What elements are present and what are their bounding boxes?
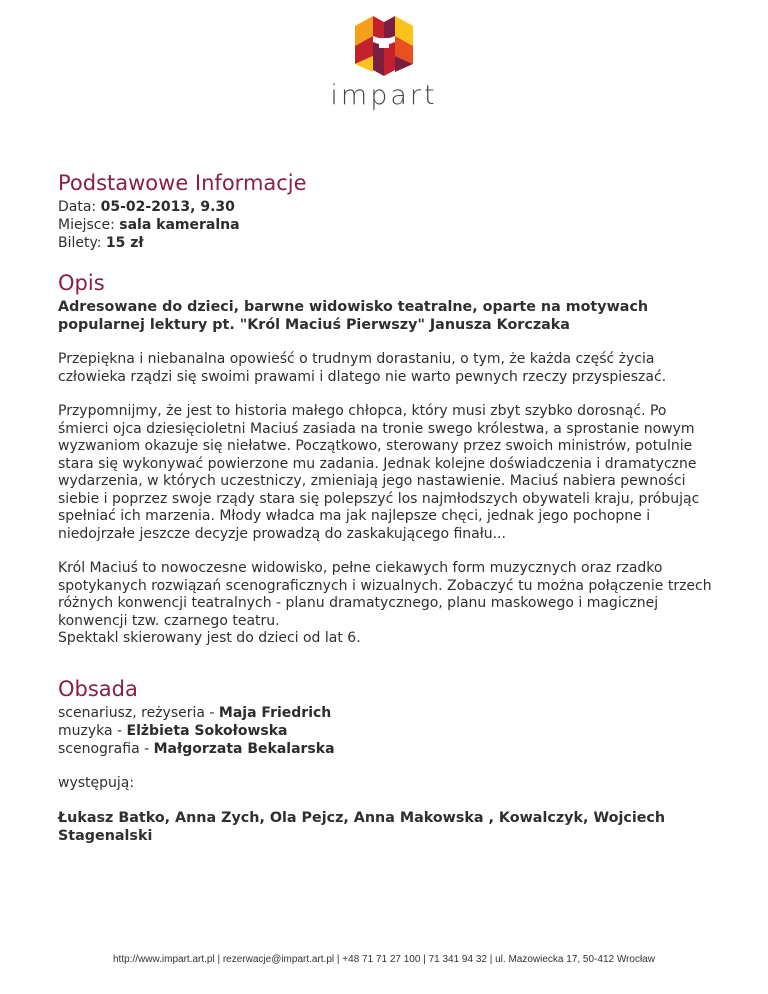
- place-row: [58, 216, 718, 234]
- impart-logo: [0, 12, 768, 111]
- date-label: Data:: [58, 199, 101, 215]
- info-heading: Podstawowe Informacje: [58, 171, 307, 195]
- section-obsada: [58, 676, 718, 846]
- credit-row-director: [58, 704, 718, 722]
- opis-paragraph-1: Przepiękna i niebanalna opowieść o trudnym dorastaniu, o tym, że każda część życia człowieka rządzi się swoimi prawami i dlatego nie warto pewnych rzeczy przyspieszać.: [58, 351, 667, 385]
- opis-lead: Adresowane do dzieci, barwne widowisko teatralne, oparte na motywach popularnej lektury pt. "Król Maciuś Pierwszy" Janusza Korczaka: [58, 299, 649, 333]
- opis-paragraph-2: Przypomnijmy, że jest to historia małego chłopca, który musi zbyt szybko dorosnąć. Po śmierci ojca dziesięcioletni Maciuś zasiada na tronie swego królestwa, a sprostanie nowym wyzwaniom okazuje się niełatwe. Początkowo, sterowany przez swoich ministrów, potulnie stara się wykonywać powierzone mu zadania. Jednak kolejne doświadczenia i dramatyczne wydarzenia, w których uczestniczy, zmieniają jego nastawienie. Maciuś nabiera pewności siebie i poprzez swoje rządy stara się polepszyć los najmłodszych obywateli kraju, próbując spełniać ich marzenia. Młody władca ma jak najlepsze chęci, jednak jego pochopne i niedojrzałe jeszcze decyzje prowadzą do zaskakującego finału...: [58, 403, 700, 542]
- credit-value: Elżbieta Sokołowska: [126, 722, 288, 739]
- place-label: Miejsce:: [58, 217, 120, 233]
- place-value: sala kameralna: [119, 217, 240, 233]
- credit-value: Maja Friedrich: [218, 704, 332, 721]
- opis-paragraph-3: Król Maciuś to nowoczesne widowisko, pełne ciekawych form muzycznych oraz rzadko spotykanych rozwiązań scenograficznych i wizualnych. Zobaczyć tu można połączenie trzech różnych konwencji teatralnych - planu dramatycznego, planu maskowego i magicznej konwencji tzw. czarnego teatru.: [58, 560, 712, 629]
- footer-contact: http://www.impart.art.pl | rezerwacje@impart.art.pl | +48 71 71 27 100 | 71 341 94 32 | ul. Mazowiecka 17, 50-412 Wrocław: [112, 954, 656, 965]
- section-info: [58, 170, 718, 252]
- event-content: [58, 170, 718, 865]
- tickets-row: [58, 234, 718, 252]
- cast-list: Łukasz Batko, Anna Zych, Ola Pejcz, Anna Makowska , Kowalczyk, Wojciech Stagenalski: [58, 810, 666, 844]
- opis-paragraph-4: Spektakl skierowany jest do dzieci od lat 6.: [58, 630, 361, 646]
- credit-label: scenografia -: [58, 740, 154, 757]
- obsada-heading: Obsada: [58, 676, 138, 701]
- credit-row-scenography: [58, 740, 718, 758]
- credit-label: muzyka -: [58, 722, 127, 739]
- section-opis: [58, 270, 718, 648]
- tickets-label: Bilety:: [58, 235, 106, 251]
- tickets-value: 15 zł: [105, 235, 144, 251]
- date-value: 05-02-2013, 9.30: [100, 199, 235, 215]
- opis-heading: Opis: [58, 271, 105, 295]
- date-row: [58, 198, 718, 216]
- credit-value: Małgorzata Bekalarska: [153, 740, 335, 757]
- impart-logo-icon: [353, 12, 415, 78]
- credit-label: scenariusz, reżyseria -: [58, 704, 219, 721]
- cast-label: występują:: [58, 774, 135, 791]
- logo-wordmark: impart: [330, 80, 438, 111]
- credit-row-music: [58, 722, 718, 740]
